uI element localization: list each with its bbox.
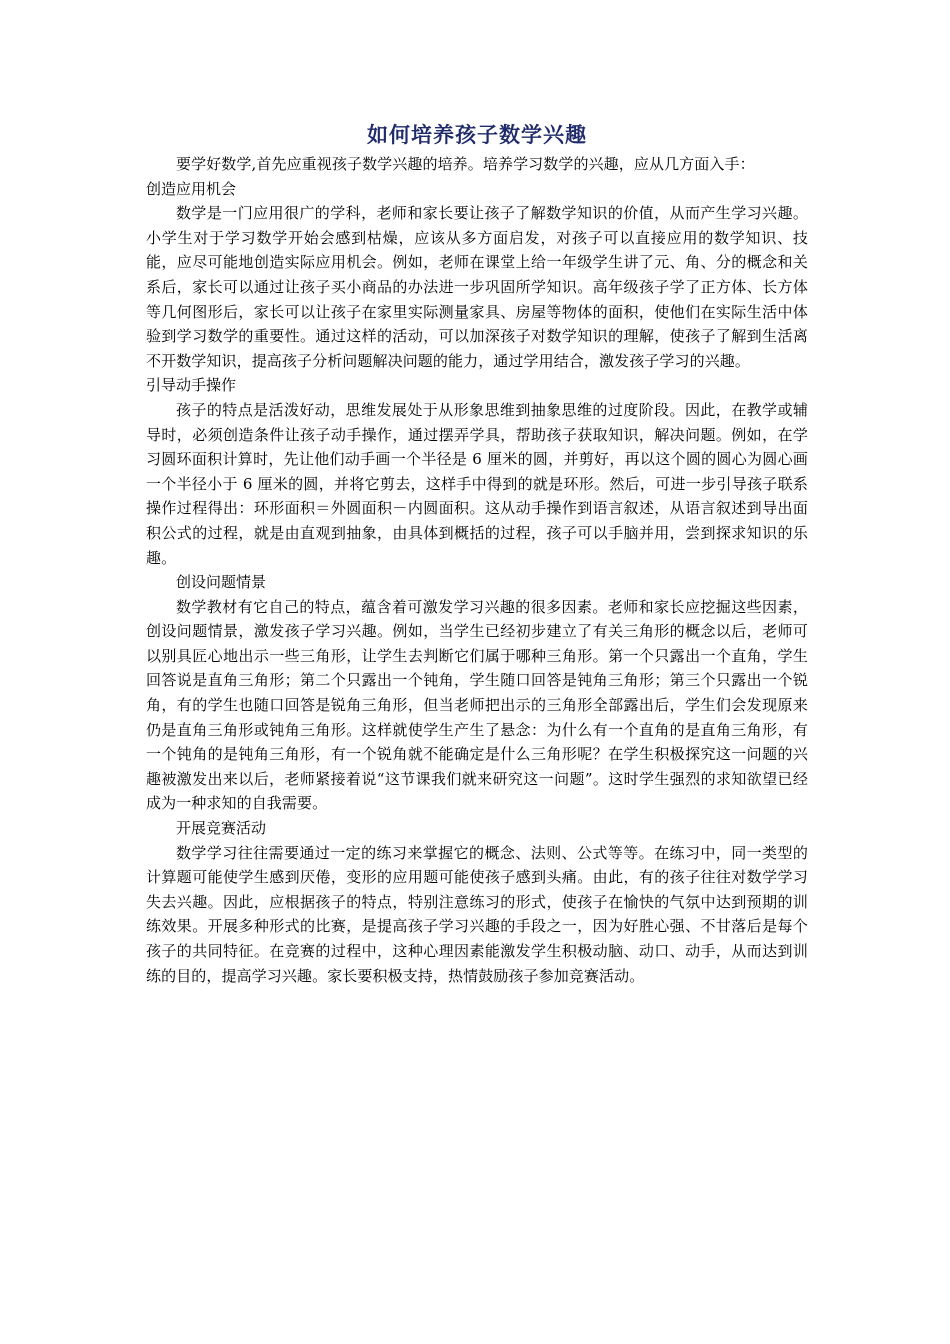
section-body-contest: 数学学习往往需要通过一定的练习来掌握它的概念、法则、公式等等。在练习中，同一类型的计算题可能使学生感到厌倦，变形的应用题可能使孩子感到头痛。由此，有的孩子往往对数学学习失去兴趣。因此，应根据孩子的特点，特别注意练习的形式，使孩子在愉快的气氛中达到预期的训练效果。开展多种形式的比赛，是提高孩子学习兴趣的手段之一，因为好胜心强、不甘落后是每个孩子的共同特征。在竞赛的过程中，这种心理因素能激发学生积极动脑、动口、动手，从而达到训练的目的，提高学习兴趣。家长要积极支持，热情鼓励孩子参加竞赛活动。 [146,843,808,985]
section-body-problem: 数学教材有它自己的特点，蕴含着可激发学习兴趣的很多因素。老师和家长应挖掘这些因素，创设问题情景，激发孩子学习兴趣。例如，当学生已经初步建立了有关三角形的概念以后，老师可以别具匠心地出示一些三角形，让学生去判断它们属于哪种三角形。第一个只露出一个直角，学生回答说是直角三角形；第二个只露出一个钝角，学生随口回答是钝角三角形；第三个只露出一个锐角，有的学生也随口回答是锐角三角形，但当老师把出示的三角形全部露出后，学生们会发现原来仍是直角三角形或钝角三角形。这样就使学生产生了悬念：为什么有一个直角的是直角三角形，有一个钝角的是钝角三角形，有一个锐角就不能确定是什么三角形呢？在学生积极探究这一问题的兴趣被激发出来以后，老师紧接着说“这节课我们就来研究这一问题”。这时学生强烈的求知欲望已经成为一种求知的自我需要。 [146,597,808,813]
section-body-handson: 孩子的特点是活泼好动，思维发展处于从形象思维到抽象思维的过度阶段。因此，在教学或辅导时，必须创造条件让孩子动手操作，通过摆弄学具，帮助孩子获取知识，解决问题。例如，在学习圆环面积计算时，先让他们动手画一个半径是 6 厘米的圆，并剪好，再以这个圆的圆心为圆心画一个半径小于 6 厘米的圆，并将它剪去，这样手中得到的就是环形。然后，可进一步引导孩子联系操作过程得出：环形面积＝外圆面积－内圆面积。这从动手操作到语言叙述，从语言叙述到导出面积公式的过程，就是由直观到抽象，由具体到概括的过程，孩子可以手脑并用，尝到探求知识的乐趣。 [146,400,808,567]
section-heading-apply: 创造应用机会 [146,179,237,198]
document-page [146,120,808,988]
section-heading-handson: 引导动手操作 [146,376,237,395]
intro-paragraph: 要学好数学,首先应重视孩子数学兴趣的培养。培养学习数学的兴趣，应从几方面入手： [176,155,755,173]
section-body-apply: 数学是一门应用很广的学科，老师和家长要让孩子了解数学知识的价值，从而产生学习兴趣。小学生对于学习数学开始会感到枯燥，应该从多方面启发，对孩子可以直接应用的数学知识、技能，应尽可能地创造实际应用机会。例如，老师在课堂上给一年级学生讲了元、角、分的概念和关系后，家长可以通过让孩子买小商品的办法进一步巩固所学知识。高年级孩子学了正方体、长方体等几何图形后，家长可以让孩子在家里实际测量家具、房屋等物体的面积，使他们在实际生活中体验到学习数学的重要性。通过这样的活动，可以加深孩子对数学知识的理解，使孩子了解到生活离不开数学知识，提高孩子分析问题解决问题的能力，通过学用结合，激发孩子学习的兴趣。 [146,204,808,370]
section-heading-problem: 创设问题情景 [176,573,267,592]
section-heading-contest: 开展竞赛活动 [176,819,267,838]
document-title: 如何培养孩子数学兴趣 [367,123,587,147]
